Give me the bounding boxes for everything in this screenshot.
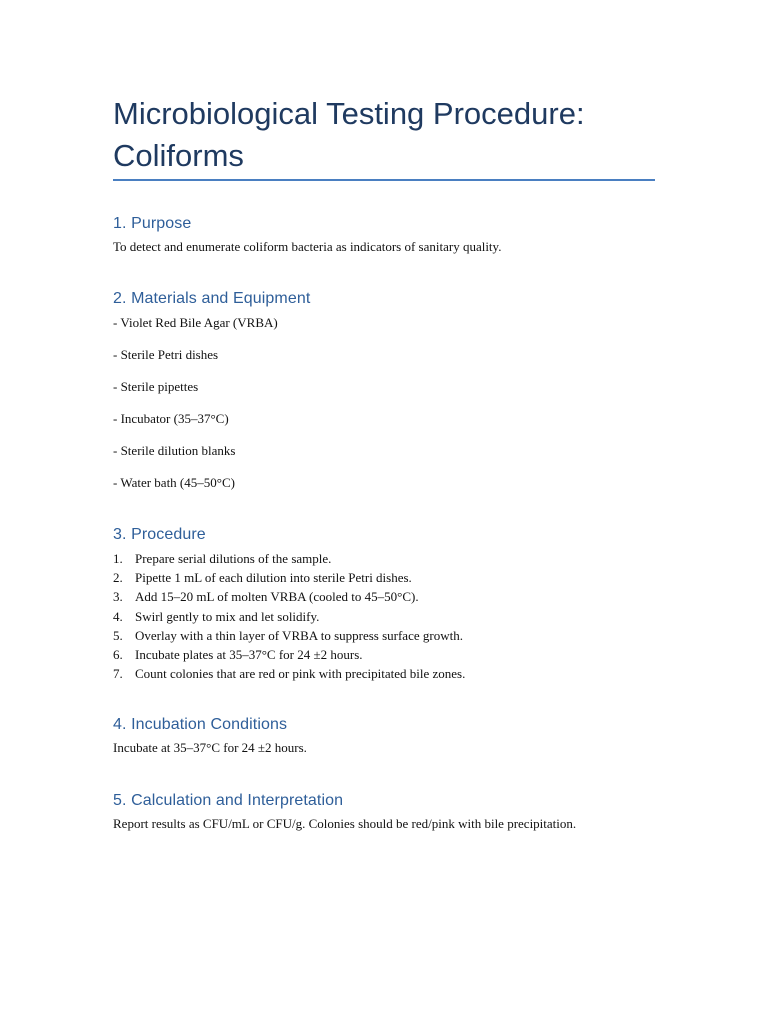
section-heading-incubation: 4. Incubation Conditions <box>113 716 288 733</box>
step-text: Add 15–20 mL of molten VRBA (cooled to 45–50°C). <box>135 589 419 605</box>
materials-item: - Violet Red Bile Agar (VRBA) <box>113 315 278 330</box>
materials-item: - Sterile dilution blanks <box>113 443 236 458</box>
list-item <box>113 549 465 568</box>
list-item <box>113 645 465 664</box>
step-text: Overlay with a thin layer of VRBA to suppress surface growth. <box>135 627 463 643</box>
section-heading-purpose: 1. Purpose <box>113 215 192 232</box>
list-item <box>113 587 465 606</box>
title-underline <box>113 179 655 181</box>
list-item <box>113 568 465 587</box>
purpose-text: To detect and enumerate coliform bacteria as indicators of sanitary quality. <box>113 239 502 254</box>
list-item <box>113 607 465 626</box>
materials-item: - Water bath (45–50°C) <box>113 475 235 490</box>
section-heading-procedure: 3. Procedure <box>113 526 206 543</box>
step-number: 5. <box>113 627 123 643</box>
section-heading-calculation: 5. Calculation and Interpretation <box>113 792 344 809</box>
materials-item: - Sterile Petri dishes <box>113 347 219 362</box>
step-number: 4. <box>113 608 123 624</box>
step-number: 2. <box>113 570 123 586</box>
step-number: 6. <box>113 647 123 663</box>
section-heading-materials: 2. Materials and Equipment <box>113 290 311 307</box>
step-number: 7. <box>113 666 123 682</box>
materials-item: - Incubator (35–37°C) <box>113 411 229 426</box>
step-number: 1. <box>113 551 123 566</box>
document-title: Microbiological Testing Procedure: Coliforms <box>113 96 585 173</box>
procedure-steps-list <box>113 549 465 683</box>
step-number: 3. <box>113 589 123 605</box>
step-text: Pipette 1 mL of each dilution into sterile Petri dishes. <box>135 570 412 586</box>
step-text: Incubate plates at 35–37°C for 24 ±2 hours. <box>135 647 363 663</box>
step-text: Prepare serial dilutions of the sample. <box>135 551 332 566</box>
materials-item: - Sterile pipettes <box>113 379 199 394</box>
list-item <box>113 664 465 683</box>
incubation-text: Incubate at 35–37°C for 24 ±2 hours. <box>113 740 307 755</box>
list-item <box>113 626 465 645</box>
step-text: Count colonies that are red or pink with precipitated bile zones. <box>135 666 466 682</box>
calculation-text: Report results as CFU/mL or CFU/g. Colonies should be red/pink with bile precipitation. <box>113 816 577 831</box>
step-text: Swirl gently to mix and let solidify. <box>135 608 320 624</box>
